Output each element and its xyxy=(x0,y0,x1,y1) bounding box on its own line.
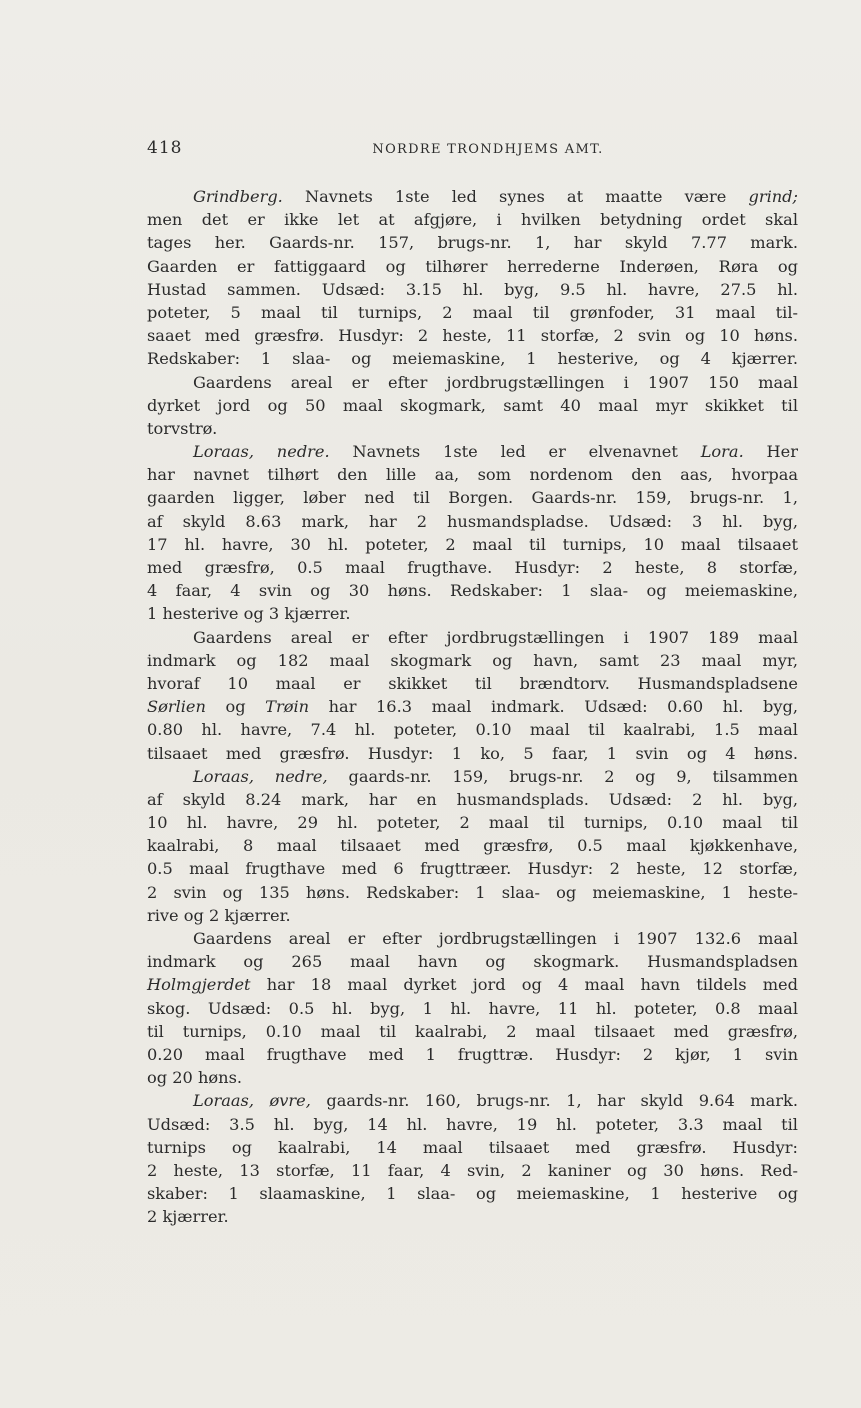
text-line xyxy=(147,579,798,602)
text-line xyxy=(147,811,798,834)
italic-term: Loraas, nedre. xyxy=(193,442,330,462)
text-segment: 1 hesterive og 3 kjærrer. xyxy=(147,604,351,624)
text-segment: poteter, 5 maal til turnips, 2 maal til grønfoder, 31 maal til- xyxy=(147,302,798,322)
text-line xyxy=(147,556,798,579)
text-segment: indmark og 265 maal havn og skogmark. Husmandspladsen xyxy=(147,952,798,972)
text-segment: 17 hl. havre, 30 hl. poteter, 2 maal til turnips, 10 maal tilsaaet xyxy=(147,534,798,554)
text-segment: Redskaber: 1 slaa- og meiemaskine, 1 hesterive, og 4 kjærrer. xyxy=(147,349,798,369)
text-segment: dyrket jord og 50 maal skogmark, samt 40 maal myr skikket til xyxy=(147,395,798,415)
text-segment: kaalrabi, 8 maal tilsaaet med græsfrø, 0.5 maal kjøkkenhave, xyxy=(147,836,798,856)
text-segment: skog. Udsæd: 0.5 hl. byg, 1 hl. havre, 11 hl. poteter, 0.8 maal xyxy=(147,998,798,1018)
text-segment: og 20 høns. xyxy=(147,1068,243,1088)
text-line xyxy=(147,1136,798,1159)
text-line xyxy=(147,278,798,301)
text-segment: til turnips, 0.10 maal til kaalrabi, 2 maal tilsaaet med græsfrø, xyxy=(147,1021,798,1041)
text-line xyxy=(147,602,798,625)
text-segment: af skyld 8.63 mark, har 2 husmandspladse. Udsæd: 3 hl. byg, xyxy=(147,511,798,531)
italic-term: grind; xyxy=(748,187,798,206)
text-segment: Gaardens areal er efter jordbrugstællingen i 1907 189 maal xyxy=(193,627,798,647)
text-line xyxy=(147,672,798,695)
body-text xyxy=(147,185,798,1228)
text-segment: Gaarden er fattiggaard og tilhører herrederne Inderøen, Røra og xyxy=(147,256,798,276)
text-segment: Her xyxy=(743,442,798,462)
text-segment: Gaardens areal er efter jordbrugstællingen i 1907 150 maal xyxy=(193,372,798,392)
text-segment: 2 kjærrer. xyxy=(147,1207,229,1227)
text-segment: men det er ikke let at afgjøre, i hvilken betydning ordet skal xyxy=(147,210,798,230)
italic-term: Holmgjerdet xyxy=(147,975,251,995)
text-segment: 2 svin og 135 høns. Redskaber: 1 slaa- og meiemaskine, 1 heste- xyxy=(147,882,798,902)
text-segment: Udsæd: 3.5 hl. byg, 14 hl. havre, 19 hl. poteter, 3.3 maal til xyxy=(147,1114,798,1134)
text-line xyxy=(147,881,798,904)
text-line xyxy=(147,950,798,973)
text-line xyxy=(147,1066,798,1089)
text-line xyxy=(147,185,798,208)
text-line xyxy=(147,1043,798,1066)
text-segment: med græsfrø, 0.5 maal frugthave. Husdyr: 2 heste, 8 storfæ, xyxy=(147,558,798,577)
text-segment: skaber: 1 slaamaskine, 1 slaa- og meiemaskine, 1 hesterive og xyxy=(147,1184,798,1204)
text-line xyxy=(147,649,798,672)
italic-term: Trøin xyxy=(265,697,310,717)
running-head: NORDRE TRONDHJEMS AMT. xyxy=(372,142,604,157)
text-line xyxy=(147,904,798,927)
text-line xyxy=(147,324,798,347)
page-header xyxy=(147,138,799,166)
text-line xyxy=(147,626,798,649)
text-segment: Hustad sammen. Udsæd: 3.15 hl. byg, 9.5 hl. havre, 27.5 hl. xyxy=(147,279,798,299)
text-line xyxy=(147,1113,798,1136)
text-segment: Navnets 1ste led synes at maatte være xyxy=(282,187,749,206)
text-line xyxy=(147,1089,798,1112)
text-line xyxy=(147,1020,798,1043)
text-segment: og xyxy=(205,697,266,717)
text-line xyxy=(147,997,798,1020)
text-segment: har 16.3 maal indmark. Udsæd: 0.60 hl. byg, xyxy=(309,697,799,717)
text-segment: saaet med græsfrø. Husdyr: 2 heste, 11 storfæ, 2 svin og 10 høns. xyxy=(147,326,798,346)
text-line xyxy=(147,1182,798,1205)
text-segment: Gaardens areal er efter jordbrugstællingen i 1907 132.6 maal xyxy=(193,929,798,948)
text-segment: turnips og kaalrabi, 14 maal tilsaaet med græsfrø. Husdyr: xyxy=(147,1137,798,1157)
text-segment: rive og 2 kjærrer. xyxy=(147,905,291,925)
text-line xyxy=(147,510,798,533)
italic-term: Sørlien xyxy=(147,697,206,717)
text-segment: har navnet tilhørt den lille aa, som nordenom den aas, hvorpaa xyxy=(147,465,798,485)
text-segment: 0.80 hl. havre, 7.4 hl. poteter, 0.10 maal til kaalrabi, 1.5 maal xyxy=(147,720,798,740)
text-segment: torvstrø. xyxy=(147,418,218,438)
text-line xyxy=(147,1205,798,1228)
text-line xyxy=(147,486,798,509)
italic-term: Grindberg. xyxy=(193,187,283,206)
text-line xyxy=(147,765,798,788)
text-line xyxy=(147,255,798,278)
text-line xyxy=(147,695,798,718)
text-segment: 10 hl. havre, 29 hl. poteter, 2 maal til turnips, 0.10 maal til xyxy=(147,813,798,833)
text-line xyxy=(147,857,798,880)
text-line xyxy=(147,371,798,394)
italic-term: Loraas, nedre, xyxy=(193,766,328,786)
text-line xyxy=(147,834,798,857)
text-line xyxy=(147,394,798,417)
text-segment: 2 heste, 13 storfæ, 11 faar, 4 svin, 2 kaniner og 30 høns. Red- xyxy=(147,1160,798,1180)
text-segment: gaards-nr. 159, brugs-nr. 2 og 9, tilsammen xyxy=(327,766,799,786)
text-segment: 0.5 maal frugthave med 6 frugttræer. Husdyr: 2 heste, 12 storfæ, xyxy=(147,859,798,879)
text-line xyxy=(147,533,798,556)
text-line xyxy=(147,231,798,254)
text-segment: indmark og 182 maal skogmark og havn, samt 23 maal myr, xyxy=(147,650,798,670)
text-line xyxy=(147,301,798,324)
text-segment: tages her. Gaards-nr. 157, brugs-nr. 1, har skyld 7.77 mark. xyxy=(147,233,798,253)
text-segment: Navnets 1ste led er elvenavnet xyxy=(329,442,701,462)
text-line xyxy=(147,463,798,486)
text-line xyxy=(147,742,798,765)
text-segment: af skyld 8.24 mark, har en husmandsplads. Udsæd: 2 hl. byg, xyxy=(147,789,798,809)
text-line xyxy=(147,1159,798,1182)
text-segment: har 18 maal dyrket jord og 4 maal havn tildels med xyxy=(250,975,798,995)
text-line xyxy=(147,973,798,996)
text-line xyxy=(147,347,798,370)
text-segment: hvoraf 10 maal er skikket til brændtorv. Husmandspladsene xyxy=(147,673,798,693)
text-segment: gaarden ligger, løber ned til Borgen. Gaards-nr. 159, brugs-nr. 1, xyxy=(147,488,798,508)
text-line xyxy=(147,718,798,741)
italic-term: Lora. xyxy=(700,442,744,462)
text-line xyxy=(147,927,798,950)
text-segment: tilsaaet med græsfrø. Husdyr: 1 ko, 5 faar, 1 svin og 4 høns. xyxy=(147,743,798,763)
text-line xyxy=(147,788,798,811)
text-line xyxy=(147,208,798,231)
text-segment: gaards-nr. 160, brugs-nr. 1, har skyld 9.64 mark. xyxy=(310,1091,798,1111)
text-segment: 0.20 maal frugthave med 1 frugttræ. Husdyr: 2 kjør, 1 svin xyxy=(147,1044,798,1064)
italic-term: Loraas, øvre, xyxy=(193,1091,311,1111)
page-number: 418 xyxy=(147,138,183,158)
text-line xyxy=(147,417,798,440)
text-line xyxy=(147,440,798,463)
text-segment: 4 faar, 4 svin og 30 høns. Redskaber: 1 slaa- og meiemaskine, xyxy=(147,581,798,601)
